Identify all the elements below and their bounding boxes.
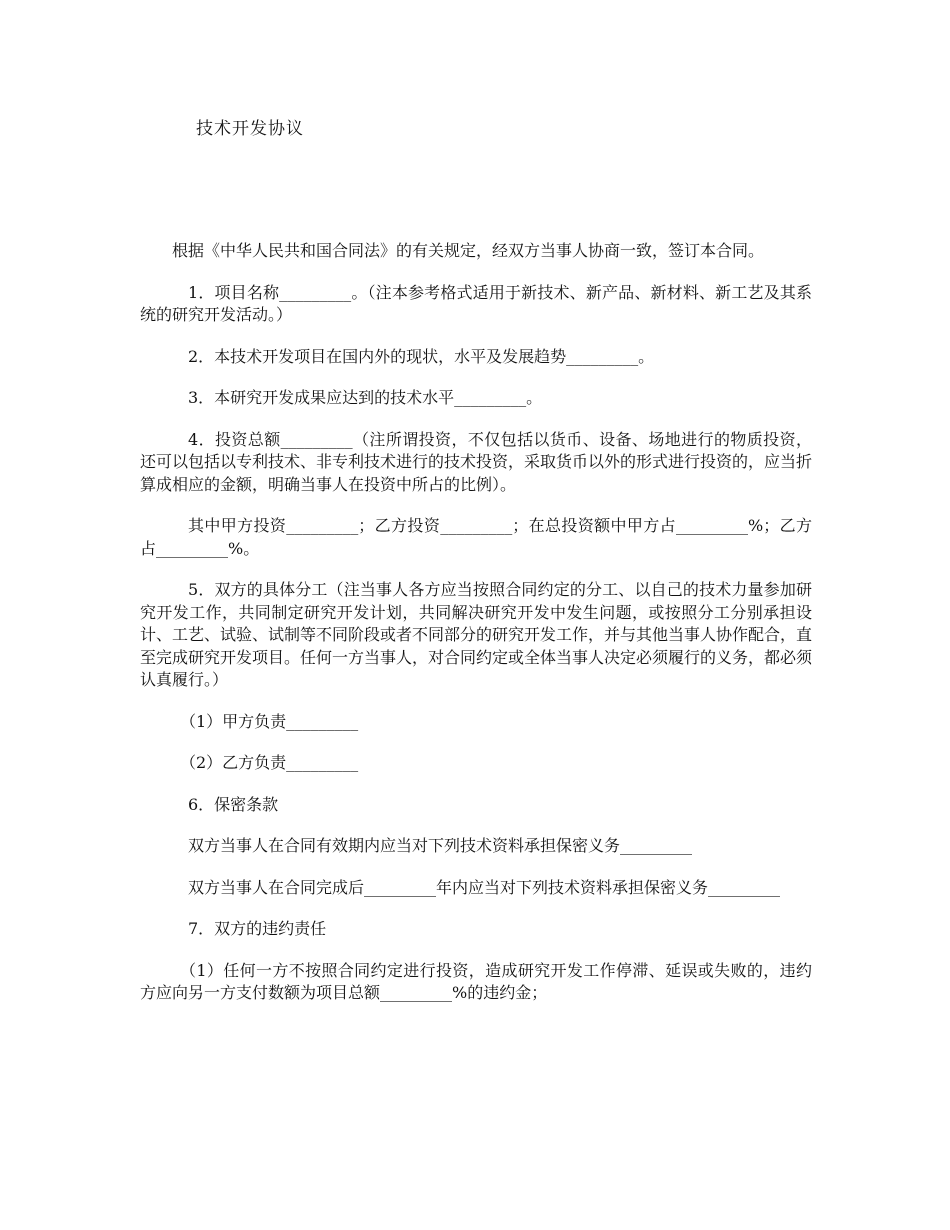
paragraph-preamble: 根据《中华人民共和国合同法》的有关规定，经双方当事人协商一致，签订本合同。 <box>172 241 765 260</box>
paragraph-party-b-duty: （2）乙方负责_________ <box>180 753 359 772</box>
paragraph-confidentiality-after: 双方当事人在合同完成后_________年内应当对下列技术资料承担保密义务_________ <box>188 877 781 897</box>
paragraph-item-7: 7．双方的违约责任 <box>188 919 327 938</box>
paragraph-item-4: 4．投资总额_________（注所谓投资，不仅包括以货币、设备、场地进行的物质投资，还可以包括以专利技术、非专利技术进行的技术投资，采取货币以外的形式进行投资的，应当折算成相应的金额，明确当事人在投资中所占的比例）。 <box>140 429 813 494</box>
paragraph-breach-1: （1）任何一方不按照合同约定进行投资，造成研究开发工作停滞、延误或失败的，违约方应向另一方支付数额为项目总额_________%的违约金； <box>140 960 812 1002</box>
paragraph-investment-split: 其中甲方投资_________；乙方投资_________；在总投资额中甲方占_________%；乙方占_________%。 <box>140 516 812 558</box>
paragraph-item-5: 5．双方的具体分工（注当事人各方应当按照合同约定的分工、以自己的技术力量参加研究开发工作，共同制定研究开发计划，共同解决研究开发中发生问题，或按照分工分别承担设计、工艺、试验、试制等不同阶段或者不同部分的研究开发工作，并与其他当事人协作配合，直至完成研究开发项目。任何一方当事人，对合同约定或全体当事人决定必须履行的义务，都必须认真履行。） <box>140 580 813 689</box>
paragraph-item-1: 1．项目名称_________。（注本参考格式适用于新技术、新产品、新材料、新工艺及其系统的研究开发活动。） <box>140 282 812 324</box>
paragraph-item-3: 3．本研究开发成果应达到的技术水平_________。 <box>188 388 543 407</box>
paragraph-item-2: 2．本技术开发项目在国内外的现状，水平及发展趋势_________。 <box>188 346 655 366</box>
paragraph-item-6: 6．保密条款 <box>188 794 279 814</box>
document-title: 技术开发协议 <box>196 119 304 139</box>
document-body <box>140 240 812 1024</box>
paragraph-party-a-duty: （1）甲方负责_________ <box>180 711 359 731</box>
paragraph-confidentiality-term: 双方当事人在合同有效期内应当对下列技术资料承担保密义务_________ <box>188 836 693 855</box>
